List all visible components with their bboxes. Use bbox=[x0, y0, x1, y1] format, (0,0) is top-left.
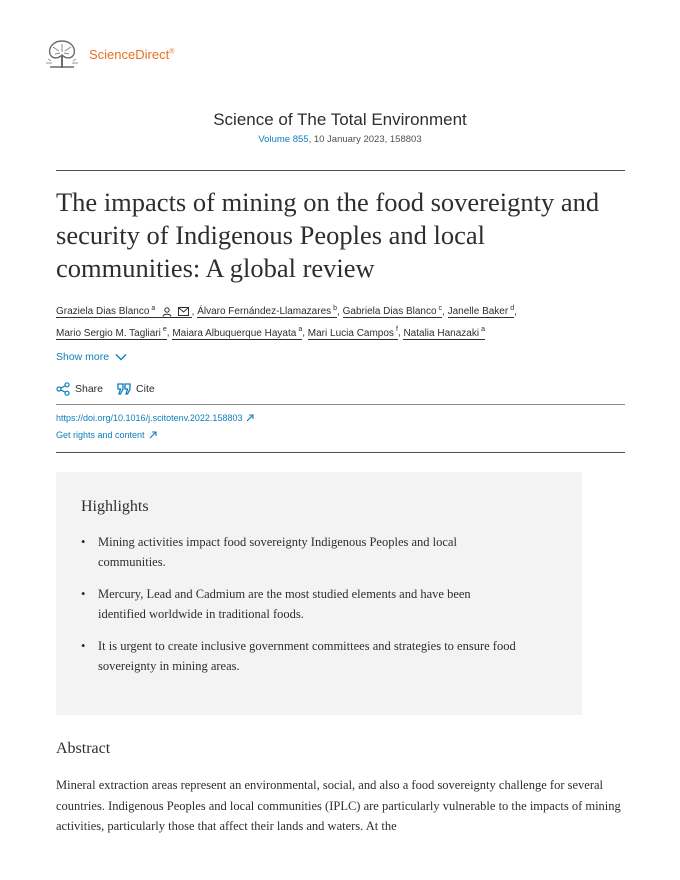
journal-meta bbox=[0, 134, 680, 145]
share-button[interactable] bbox=[56, 382, 103, 396]
highlights-list bbox=[81, 532, 521, 688]
article-title: The impacts of mining on the food sovereignty and security of Indigenous Peoples and local communities: A global review bbox=[56, 187, 600, 283]
brand-name: ScienceDirect® bbox=[89, 46, 175, 62]
sciencedirect-logo[interactable] bbox=[44, 37, 174, 71]
issue-date: , 10 January 2023, 158803 bbox=[308, 134, 422, 145]
volume-link[interactable]: Volume 855 bbox=[258, 134, 309, 145]
journal-title[interactable]: Science of The Total Environment bbox=[213, 110, 467, 129]
author-link[interactable]: Maiara Albuquerque Hayata $^a$ bbox=[172, 326, 303, 339]
abstract-text: Mineral extraction areas represent an environmental, social, and also a food sovereignty challenge for several countries. Indigenous Peoples and local communities (IPLC) are particularly vulnerable to the impacts of mining activities, particularly those that affect their lands and waters. At the bbox=[56, 778, 621, 833]
journal-info bbox=[0, 110, 680, 145]
divider-top bbox=[56, 170, 625, 171]
email-icon bbox=[178, 307, 189, 316]
share-icon bbox=[56, 382, 70, 396]
article-actions bbox=[56, 382, 169, 396]
show-more-label: Show more bbox=[56, 351, 110, 363]
cite-button[interactable] bbox=[117, 383, 155, 395]
doi-link[interactable]: https://doi.org/10.1016/j.scitotenv.2022.158803 bbox=[56, 413, 254, 423]
highlight-item: • It is urgent to create inclusive government committees and strategies to ensure food sovereignty in mining areas. bbox=[81, 636, 521, 676]
highlights-box bbox=[56, 472, 582, 715]
external-link-icon bbox=[246, 414, 254, 422]
author-list bbox=[56, 300, 626, 343]
author-line-2: Mario Sergio M. Tagliari $^e$, Maiara Albuquerque Hayata $^a$, Mari Lucia Campos $^f$, Natalia Hanazaki $^a$ bbox=[56, 326, 485, 339]
quote-icon bbox=[117, 383, 131, 395]
author-link[interactable]: Mario Sergio M. Tagliari $^e$ bbox=[56, 326, 167, 339]
bullet-icon: • bbox=[81, 639, 86, 653]
show-more-button[interactable] bbox=[56, 351, 127, 363]
abstract-heading: Abstract bbox=[56, 740, 111, 757]
highlight-item: • Mercury, Lead and Cadmium are the most studied elements and have been identified worldwide in traditional foods. bbox=[81, 584, 521, 624]
author-link[interactable]: Janelle Baker $^d$ bbox=[447, 305, 515, 318]
divider-mid bbox=[56, 404, 625, 405]
cite-label: Cite bbox=[136, 383, 155, 395]
rights-link[interactable]: Get rights and content bbox=[56, 430, 157, 440]
elsevier-tree-icon bbox=[44, 37, 80, 71]
chevron-down-icon bbox=[115, 353, 127, 361]
divider-bottom bbox=[56, 452, 625, 453]
author-link[interactable]: Álvaro Fernández-Llamazares $^b$ bbox=[197, 305, 338, 318]
bullet-icon: • bbox=[81, 587, 86, 601]
author-link[interactable]: Graziela Dias Blanco $^a$ bbox=[56, 306, 192, 318]
highlight-item: • Mining activities impact food sovereignty Indigenous Peoples and local communities. bbox=[81, 532, 521, 572]
share-label: Share bbox=[75, 383, 104, 395]
author-link[interactable]: Mari Lucia Campos $^f$ bbox=[307, 326, 398, 339]
external-link-icon bbox=[149, 431, 157, 439]
highlights-heading: Highlights bbox=[81, 498, 149, 515]
author-link[interactable]: Gabriela Dias Blanco $^c$ bbox=[342, 305, 443, 318]
author-line-1: Graziela Dias Blanco $^a$ , Álvaro Fernández-Llamazares $^b$, Gabriela Dias Blanco $^c$, Janelle Baker $^d$, bbox=[56, 305, 517, 318]
bullet-icon: • bbox=[81, 535, 86, 549]
author-link[interactable]: Natalia Hanazaki $^a$ bbox=[403, 326, 485, 339]
person-icon bbox=[162, 307, 172, 317]
